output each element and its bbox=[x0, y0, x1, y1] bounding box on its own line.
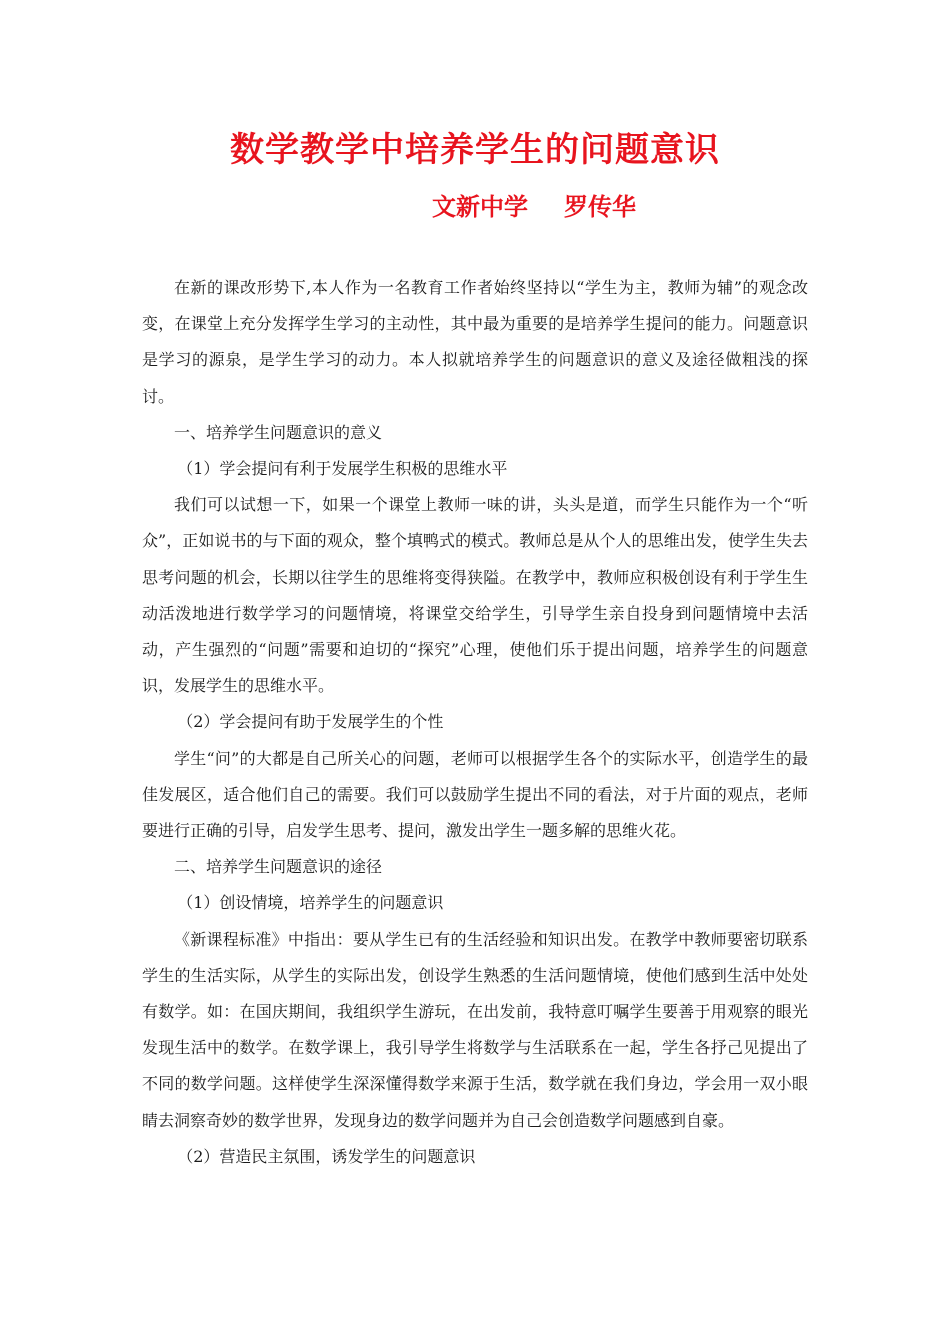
author-name: 罗传华 bbox=[564, 193, 636, 221]
section-heading-1: 一、培养学生问题意识的意义 bbox=[174, 422, 383, 442]
body-paragraph: 学生“问”的大都是自己所关心的问题，老师可以根据学生各个的实际水平，创造学生的最佳发展区，适合他们自己的需要。我们可以鼓励学生提出不同的看法，对于片面的观点，老师要进行正确的引导，启发学生思考、提问，激发出学生一题多解的思维火花。 bbox=[142, 748, 808, 841]
subsection-heading-1-1: （1）学会提问有利于发展学生积极的思维水平 bbox=[177, 459, 508, 479]
body-paragraph: 《新课程标准》中指出：要从学生已有的生活经验和知识出发。在教学中教师要密切联系学生的生活实际，从学生的实际出发，创设学生熟悉的生活问题情境，使他们感到生活中处处有数学。如：在国庆期间，我组织学生游玩，在出发前，我特意叮嘱学生要善于用观察的眼光发现生活中的数学。在数学课上，我引导学生将数学与生活联系在一起，学生各抒己见提出了不同的数学问题。这样使学生深深懂得数学来源于生活，数学就在我们身边，学会用一双小眼睛去洞察奇妙的数学世界，发现身边的数学问题并为自己会创造数学问题感到自豪。 bbox=[142, 929, 808, 1130]
subsection-heading-2-1: （1）创设情境，培养学生的问题意识 bbox=[177, 893, 444, 913]
body-paragraph: 我们可以试想一下，如果一个课堂上教师一味的讲，头头是道，而学生只能作为一个“听众”，正如说书的与下面的观众，整个填鸭式的模式。教师总是从个人的思维出发，使学生失去思考问题的机会，长期以往学生的思维将变得狭隘。在教学中，教师应积极创设有利于学生生动活泼地进行数学学习的问题情境，将课堂交给学生，引导学生亲自投身到问题情境中去活动，产生强烈的“问题”需要和迫切的“探究”心理，使他们乐于提出问题，培养学生的问题意识，发展学生的思维水平。 bbox=[142, 495, 808, 696]
document-body bbox=[142, 270, 808, 1175]
section-heading-2: 二、培养学生问题意识的途径 bbox=[174, 857, 383, 877]
intro-paragraph: 在新的课改形势下,本人作为一名教育工作者始终坚持以“学生为主，教师为辅”的观念改变，在课堂上充分发挥学生学习的主动性，其中最为重要的是培养学生提问的能力。问题意识是学习的源泉，是学生学习的动力。本人拟就培养学生的问题意识的意义及途径做粗浅的探讨。 bbox=[142, 278, 808, 406]
subsection-heading-1-2: （2）学会提问有助于发展学生的个性 bbox=[177, 712, 444, 732]
school-name: 文新中学 bbox=[432, 193, 528, 221]
byline bbox=[432, 190, 636, 224]
subsection-heading-2-2: （2）营造民主氛围，诱发学生的问题意识 bbox=[177, 1146, 476, 1166]
document-title: 数学教学中培养学生的问题意识 bbox=[230, 130, 720, 170]
